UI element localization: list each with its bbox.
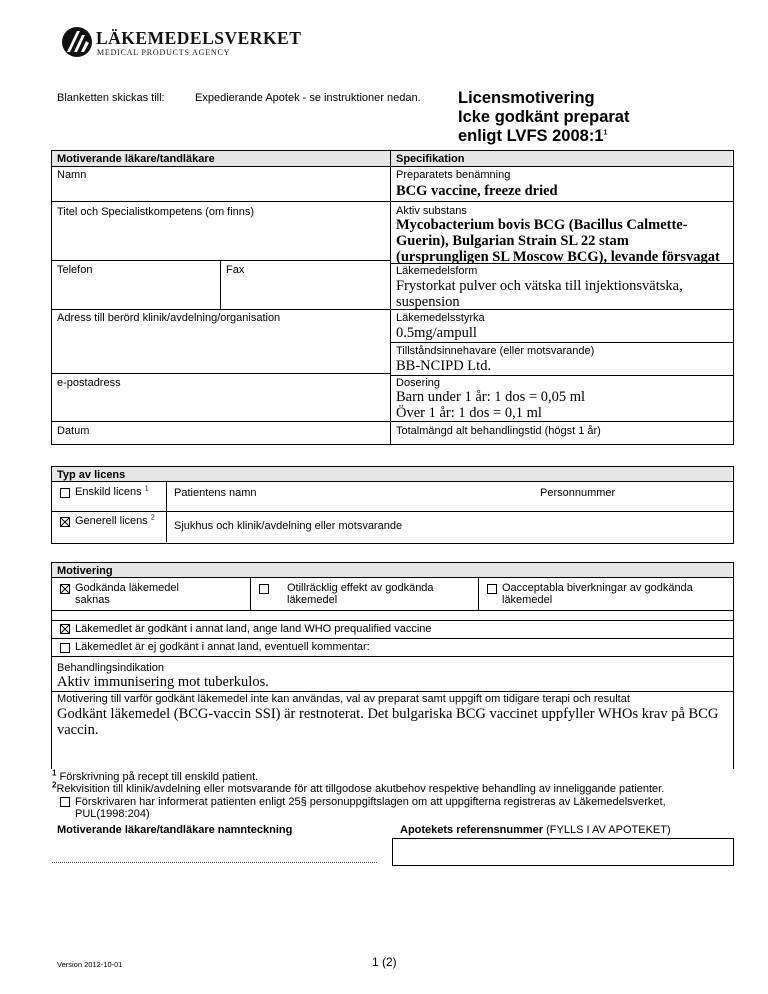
dosage-label: Dosering — [396, 377, 441, 389]
doctor-name-field[interactable] — [52, 167, 390, 201]
footnote-2: $^2$Rekvisition till klinik/avdelning eller motsvarande för att tillgodose akutbehov respektive behandling av inneliggande patienter. — [52, 780, 665, 795]
title-line-2: Icke godkänt preparat — [458, 108, 630, 126]
substance-value[interactable]: Mycobacterium bovis BCG (Bacillus Calmette- Guerin), Bulgarian Strain SL 22 stam (ursprungligen SL Moscow BCG), levande försvagat — [396, 217, 720, 265]
page-number: 1 (2) — [372, 955, 397, 969]
title-line-3: enligt LVFS $2008:1^1$ — [458, 127, 608, 145]
version-label: Version 2012-10-01 — [57, 960, 123, 969]
strength-label: Läkemedelsstyrka — [396, 312, 485, 324]
dosage-value[interactable]: Barn under 1 år: 1 dos = 0,05 ml Över 1 år: 1 dos = 0,1 ml — [396, 389, 585, 421]
opt3-checkbox[interactable] — [487, 584, 497, 594]
reason-label: Motivering till varför godkänt läkemedel inte kan användas, val av preparat samt uppgift om tidigare terapi och resultat — [57, 693, 630, 705]
date-label: Datum — [57, 425, 90, 437]
signature-label: Motiverande läkare/tandläkare namnteckning — [57, 824, 293, 836]
holder-value[interactable]: BB-NCIPD Ltd. — [396, 358, 492, 374]
spec-heading: Specifikation — [396, 153, 465, 165]
check-x-icon — [61, 518, 69, 526]
fax-field[interactable] — [221, 261, 390, 309]
footnote-1: $^1$ Förskrivning på recept till enskild patient. — [52, 768, 259, 783]
not-approved-checkbox[interactable] — [60, 643, 70, 653]
logo — [60, 26, 320, 60]
address-label: Adress till berörd klinik/avdelning/organisation — [57, 312, 281, 324]
indication-label: Behandlingsindikation — [57, 662, 165, 674]
logo-sub: MEDICAL PRODUCTS AGENCY — [97, 48, 231, 57]
personal-number-label: Personnummer — [540, 487, 616, 499]
product-name-label: Preparatets benämning — [396, 169, 511, 181]
holder-label: Tillståndsinnehavare (eller motsvarande) — [396, 345, 595, 357]
signature-line[interactable] — [52, 862, 377, 863]
reference-label: Apotekets referensnummer (FYLLS I AV APOTEKET) — [400, 824, 671, 836]
email-label: e-postadress — [57, 377, 121, 389]
approved-abroad-checkbox[interactable] — [60, 624, 70, 634]
single-license-label: Enskild licens $^1$ — [75, 485, 149, 498]
check-x-icon — [61, 585, 69, 593]
phone-label: Telefon — [57, 264, 93, 276]
doctor-title-label: Titel och Specialistkompetens (om finns) — [57, 206, 255, 218]
total-label: Totalmängd alt behandlingstid (högst 1 år) — [396, 425, 601, 437]
consent-label: Förskrivaren har informerat patienten enligt 25§ personuppgiftslagen om att uppgifterna registreras av Läkemedelsverket, PUL(1998:204) — [75, 796, 666, 820]
date-field[interactable] — [52, 422, 390, 443]
send-to-value: Expedierande Apotek - se instruktioner nedan. — [195, 92, 421, 104]
substance-label: Aktiv substans — [396, 205, 467, 217]
check-x-icon — [61, 625, 69, 633]
doctor-heading: Motiverande läkare/tandläkare — [57, 153, 215, 165]
license-heading: Typ av licens — [57, 469, 126, 481]
send-to-label: Blanketten skickas till: — [57, 92, 165, 104]
doctor-name-label: Namn — [57, 169, 87, 181]
logo-name: LÄKEMEDELSVERKET — [96, 28, 302, 48]
title-line-1: Licensmotivering — [458, 89, 595, 107]
fax-label: Fax — [226, 264, 245, 276]
patient-name-label: Patientens namn — [174, 487, 257, 499]
general-license-checkbox[interactable] — [60, 517, 70, 527]
motivation-heading: Motivering — [57, 565, 113, 577]
agency-logo-icon — [60, 26, 94, 58]
opt2-label: Otillräcklig effekt av godkända läkemedel — [287, 582, 434, 606]
strength-value[interactable]: 0.5mg/ampull — [396, 325, 477, 341]
reason-value[interactable]: Godkänt läkemedel (BCG-vaccin SSI) är restnoterat. Det bulgariska BCG vaccinet uppfyller WHOs krav på BCG vaccin. — [57, 706, 719, 738]
opt1-checkbox[interactable] — [60, 584, 70, 594]
single-license-checkbox[interactable] — [60, 488, 70, 498]
indication-value[interactable]: Aktiv immunisering mot tuberkulos. — [57, 674, 269, 690]
opt1-label: Godkända läkemedel saknas — [75, 582, 179, 606]
consent-checkbox[interactable] — [60, 797, 70, 807]
approved-abroad-label: Läkemedlet är godkänt i annat land, ange land WHO prequalified vaccine — [75, 623, 432, 635]
form-label: Läkemedelsform — [396, 265, 478, 277]
opt3-label: Oacceptabla biverkningar av godkända läkemedel — [502, 582, 693, 606]
opt2-checkbox[interactable] — [259, 584, 269, 594]
reference-number-field[interactable] — [392, 838, 734, 866]
form-title — [458, 89, 629, 146]
not-approved-label: Läkemedlet är ej godkänt i annat land, eventuell kommentar: — [75, 641, 370, 653]
product-name-value[interactable]: BCG vaccine, freeze dried — [396, 183, 558, 199]
form-value[interactable]: Frystorkat pulver och vätska till injektionsvätska, suspension — [396, 278, 683, 310]
hospital-label: Sjukhus och klinik/avdelning eller motsvarande — [174, 520, 403, 532]
general-license-label: Generell licens $^2$ — [75, 514, 155, 527]
